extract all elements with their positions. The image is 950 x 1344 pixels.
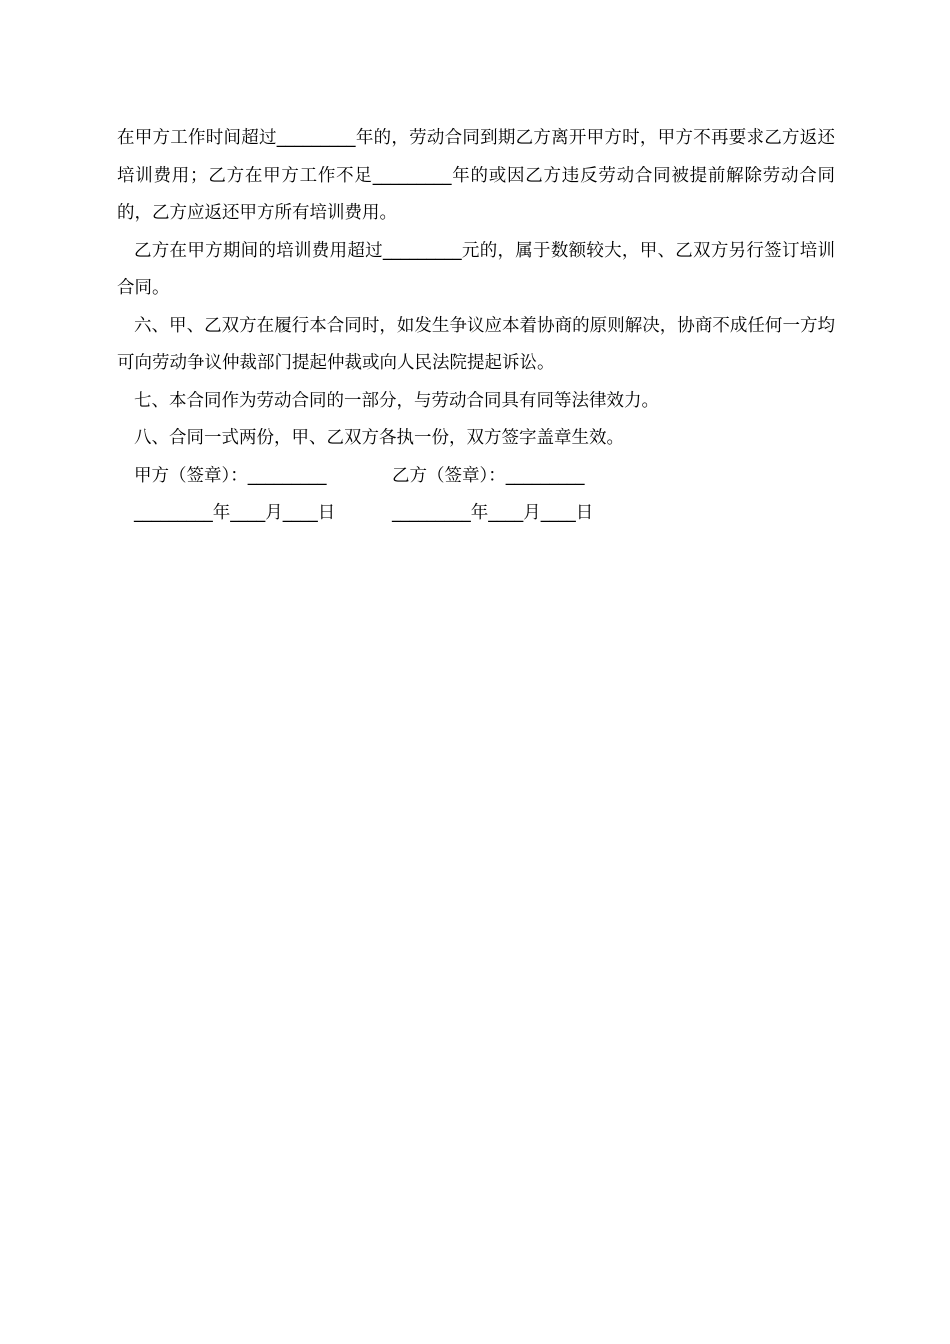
party-a-signature: 甲方（签章）：_________ <box>134 465 327 486</box>
party-a-date: _________年____月____日 <box>134 503 336 523</box>
paragraph-clause-eight-copies: 八、合同一式两份，甲、乙双方各执一份，双方签字盖章生效。 <box>134 428 624 448</box>
party-b-signature: 乙方（签章）：_________ <box>392 465 585 486</box>
date-row <box>117 495 835 533</box>
signature-row <box>117 458 835 496</box>
paragraph-training-contract: 乙方在甲方期间的培训费用超过_________元的，属于数额较大，甲、乙双方另行签订培训合同。 <box>117 240 835 298</box>
paragraph-training-fee-return: 在甲方工作时间超过_________年的，劳动合同到期乙方离开甲方时，甲方不再要求乙方返还培训费用；乙方在甲方工作不足_________年的或因乙方违反劳动合同被提前解除劳动合同的，乙方应返还甲方所有培训费用。 <box>117 128 835 223</box>
paragraph-clause-seven-validity: 七、本合同作为劳动合同的一部分，与劳动合同具有同等法律效力。 <box>134 390 659 411</box>
party-b-date: _________年____月____日 <box>392 503 594 523</box>
paragraph-clause-six-dispute: 六、甲、乙双方在履行本合同时，如发生争议应本着协商的原则解决，协商不成任何一方均可向劳动争议仲裁部门提起仲裁或向人民法院提起诉讼。 <box>117 315 835 373</box>
document-body <box>117 120 835 533</box>
